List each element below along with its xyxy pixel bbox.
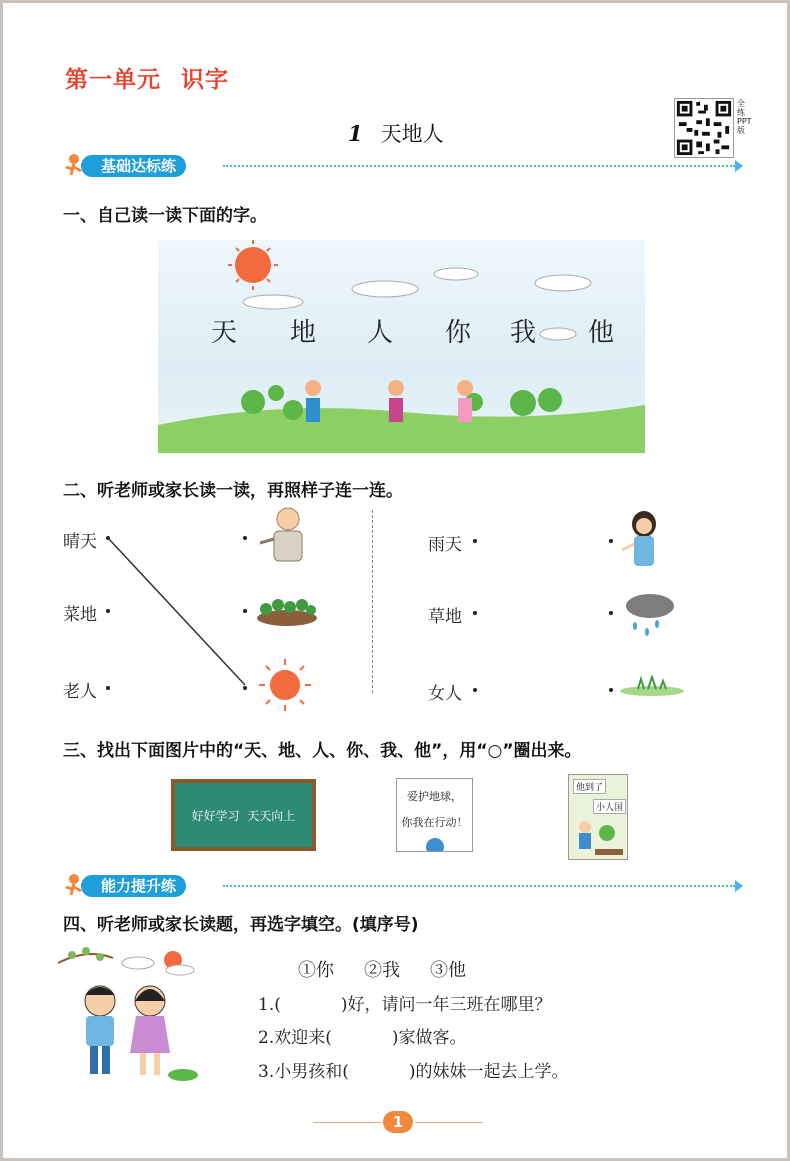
lesson-title (348, 118, 444, 148)
rain-cloud-icon (623, 588, 677, 638)
fill-item-suffix: )好，请问一年三班在哪里？ (340, 995, 552, 1015)
footer-line-right (415, 1122, 483, 1123)
sign-line-2: 小人国 (593, 799, 626, 814)
match-dot[interactable] (473, 611, 477, 615)
fill-item-prefix: 2.欢迎来( (258, 1028, 332, 1048)
section-divider (223, 165, 735, 167)
column-divider (372, 510, 373, 693)
blackboard-text: 好好学习 天天向上 (191, 809, 296, 823)
char-ni: 你 (445, 318, 472, 348)
char-tian: 天 (211, 318, 238, 348)
match-dot[interactable] (243, 609, 247, 613)
unit-title (65, 61, 249, 94)
match-dot[interactable] (243, 686, 247, 690)
fill-item-suffix: )家做客。 (391, 1028, 467, 1048)
arrow-right-icon (735, 160, 743, 172)
section-advanced (63, 873, 753, 899)
sign-picture (568, 774, 628, 860)
match-dot[interactable] (609, 539, 613, 543)
qr-label: 全练PPT版 (737, 99, 752, 135)
qr-code-icon[interactable] (674, 98, 734, 158)
char-ren: 人 (367, 318, 394, 348)
grass-icon (618, 675, 686, 697)
poster-line-1: 爱护地球， (407, 790, 462, 803)
fill-item (258, 1023, 467, 1048)
char-di: 地 (290, 318, 317, 348)
match-word-nvren[interactable]: 女人 (428, 684, 462, 704)
sign-line-1: 他到了 (573, 779, 606, 794)
match-dot[interactable] (609, 611, 613, 615)
match-word-caidi[interactable]: 菜地 (63, 605, 97, 625)
lesson-number: 1 (348, 121, 363, 146)
old-man-icon (256, 505, 316, 567)
option-ni: ①你 (298, 960, 334, 981)
match-dot[interactable] (473, 539, 477, 543)
fill-item-prefix: 1.( (258, 995, 281, 1015)
question-1-title: 一、自己读一读下面的字。 (63, 206, 267, 226)
vegetable-field-icon (256, 591, 318, 627)
match-word-laoren[interactable]: 老人 (63, 682, 97, 702)
match-dot[interactable] (243, 536, 247, 540)
match-dot[interactable] (473, 688, 477, 692)
page-number: 1 (383, 1111, 413, 1133)
unit-label: 第一单元 (65, 67, 161, 93)
question-3-title: 三、找出下面图片中的“天、地、人、你、我、他”，用“○”圈出来。 (63, 741, 582, 761)
match-word-yutian[interactable]: 雨天 (428, 535, 462, 555)
answer-options (298, 956, 496, 982)
match-word-caodi[interactable]: 草地 (428, 607, 462, 627)
footer-line-left (313, 1122, 381, 1123)
fill-item-prefix: 3.小男孩和( (258, 1062, 349, 1082)
question-2-title: 二、听老师或家长读一读，再照样子连一连。 (63, 481, 403, 501)
match-dot[interactable] (609, 688, 613, 692)
blackboard (171, 779, 316, 851)
fill-item (258, 1057, 569, 1082)
two-children-icon (58, 943, 198, 1081)
option-ta: ③他 (430, 960, 466, 981)
woman-icon (620, 510, 666, 570)
fill-item-suffix: )的妹妹一起去上学。 (408, 1062, 569, 1082)
fill-item (258, 990, 552, 1015)
lesson-name: 天地人 (380, 122, 444, 146)
unit-topic: 识字 (181, 67, 229, 93)
example-connection-line (103, 533, 253, 693)
section-divider (223, 885, 735, 887)
char-wo: 我 (510, 318, 537, 348)
question-4-title: 四、听老师或家长读题，再选字填空。(填序号) (63, 915, 419, 935)
children-planting-icon (571, 819, 627, 857)
char-ta: 他 (588, 318, 615, 348)
section-advanced-label: 能力提升练 (81, 875, 186, 897)
poster (396, 778, 473, 852)
match-word-qingtian[interactable]: 晴天 (63, 532, 97, 552)
scene-illustration (158, 240, 645, 453)
section-basic (63, 153, 753, 179)
globe-icon (425, 835, 445, 851)
arrow-right-icon (735, 880, 743, 892)
sun-icon (255, 657, 315, 713)
option-wo: ②我 (364, 960, 400, 981)
section-basic-label: 基础达标练 (81, 155, 186, 177)
poster-line-2: 你我在行动！ (401, 816, 468, 829)
